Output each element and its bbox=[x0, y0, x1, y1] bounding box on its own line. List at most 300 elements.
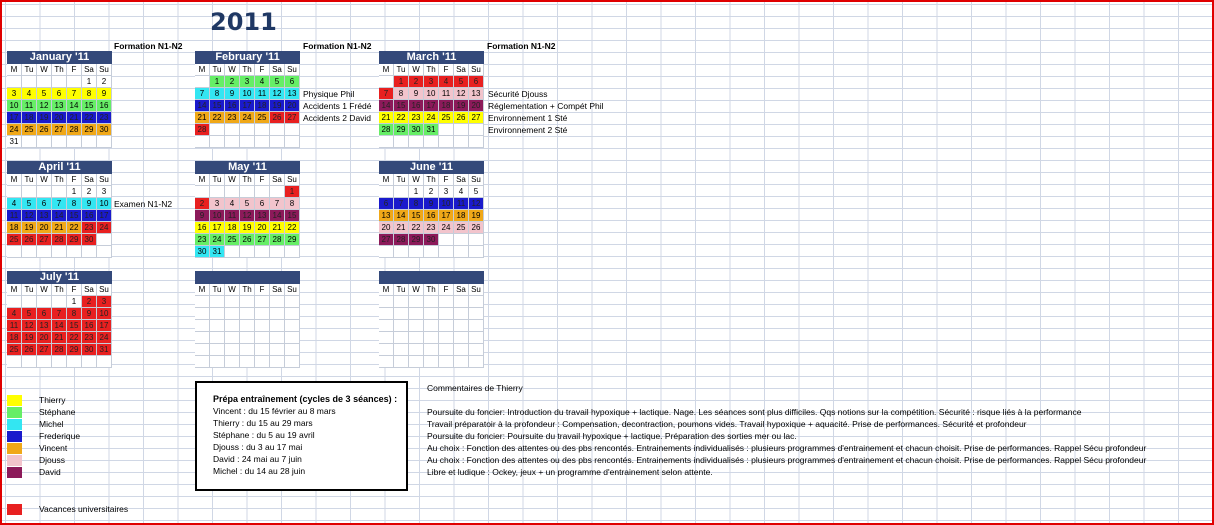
day-cell[interactable]: 26 bbox=[240, 234, 255, 246]
day-cell[interactable] bbox=[409, 344, 424, 356]
day-cell[interactable]: 14 bbox=[270, 210, 285, 222]
day-cell[interactable]: 6 bbox=[37, 198, 52, 210]
day-cell[interactable] bbox=[195, 186, 210, 198]
day-cell[interactable] bbox=[424, 320, 439, 332]
day-cell[interactable] bbox=[469, 308, 484, 320]
day-cell[interactable] bbox=[195, 76, 210, 88]
day-cell[interactable] bbox=[469, 332, 484, 344]
day-cell[interactable] bbox=[379, 344, 394, 356]
day-cell[interactable] bbox=[240, 186, 255, 198]
day-cell[interactable] bbox=[270, 344, 285, 356]
day-cell[interactable]: 6 bbox=[37, 308, 52, 320]
day-cell[interactable]: 5 bbox=[454, 76, 469, 88]
day-cell[interactable]: 8 bbox=[285, 198, 300, 210]
day-cell[interactable]: 28 bbox=[379, 124, 394, 136]
day-cell[interactable]: 11 bbox=[7, 210, 22, 222]
day-cell[interactable] bbox=[22, 136, 37, 148]
day-cell[interactable]: 9 bbox=[424, 198, 439, 210]
day-cell[interactable]: 17 bbox=[240, 100, 255, 112]
day-cell[interactable] bbox=[67, 246, 82, 258]
day-cell[interactable] bbox=[285, 246, 300, 258]
day-cell[interactable] bbox=[454, 124, 469, 136]
day-cell[interactable]: 17 bbox=[97, 210, 112, 222]
day-cell[interactable]: 26 bbox=[469, 222, 484, 234]
day-cell[interactable]: 12 bbox=[469, 198, 484, 210]
day-cell[interactable] bbox=[225, 246, 240, 258]
day-cell[interactable]: 19 bbox=[37, 112, 52, 124]
day-cell[interactable]: 21 bbox=[270, 222, 285, 234]
day-cell[interactable]: 17 bbox=[210, 222, 225, 234]
day-cell[interactable]: 7 bbox=[52, 308, 67, 320]
day-cell[interactable] bbox=[394, 136, 409, 148]
day-cell[interactable]: 30 bbox=[409, 124, 424, 136]
day-cell[interactable] bbox=[270, 246, 285, 258]
day-cell[interactable]: 21 bbox=[379, 112, 394, 124]
day-cell[interactable]: 7 bbox=[195, 88, 210, 100]
day-cell[interactable]: 2 bbox=[82, 186, 97, 198]
day-cell[interactable] bbox=[409, 296, 424, 308]
day-cell[interactable]: 26 bbox=[22, 344, 37, 356]
day-cell[interactable]: 12 bbox=[270, 88, 285, 100]
day-cell[interactable] bbox=[255, 308, 270, 320]
day-cell[interactable]: 3 bbox=[97, 186, 112, 198]
day-cell[interactable] bbox=[469, 296, 484, 308]
day-cell[interactable] bbox=[52, 76, 67, 88]
day-cell[interactable] bbox=[37, 136, 52, 148]
day-cell[interactable]: 21 bbox=[67, 112, 82, 124]
day-cell[interactable] bbox=[240, 136, 255, 148]
day-cell[interactable]: 10 bbox=[439, 198, 454, 210]
day-cell[interactable]: 22 bbox=[67, 222, 82, 234]
day-cell[interactable] bbox=[469, 234, 484, 246]
day-cell[interactable]: 6 bbox=[52, 88, 67, 100]
day-cell[interactable] bbox=[285, 136, 300, 148]
day-cell[interactable]: 23 bbox=[225, 112, 240, 124]
day-cell[interactable] bbox=[240, 246, 255, 258]
day-cell[interactable]: 29 bbox=[394, 124, 409, 136]
day-cell[interactable]: 24 bbox=[439, 222, 454, 234]
day-cell[interactable]: 28 bbox=[195, 124, 210, 136]
day-cell[interactable]: 5 bbox=[270, 76, 285, 88]
day-cell[interactable]: 14 bbox=[379, 100, 394, 112]
day-cell[interactable] bbox=[270, 124, 285, 136]
day-cell[interactable]: 9 bbox=[97, 88, 112, 100]
day-cell[interactable] bbox=[454, 246, 469, 258]
day-cell[interactable] bbox=[67, 356, 82, 368]
day-cell[interactable]: 2 bbox=[97, 76, 112, 88]
day-cell[interactable] bbox=[7, 186, 22, 198]
day-cell[interactable]: 4 bbox=[7, 198, 22, 210]
day-cell[interactable]: 11 bbox=[454, 198, 469, 210]
day-cell[interactable]: 20 bbox=[52, 112, 67, 124]
day-cell[interactable]: 1 bbox=[67, 296, 82, 308]
day-cell[interactable] bbox=[195, 332, 210, 344]
day-cell[interactable]: 4 bbox=[225, 198, 240, 210]
day-cell[interactable] bbox=[210, 320, 225, 332]
day-cell[interactable] bbox=[240, 344, 255, 356]
day-cell[interactable]: 2 bbox=[424, 186, 439, 198]
day-cell[interactable] bbox=[52, 246, 67, 258]
day-cell[interactable] bbox=[52, 296, 67, 308]
day-cell[interactable] bbox=[409, 246, 424, 258]
day-cell[interactable]: 11 bbox=[7, 320, 22, 332]
day-cell[interactable]: 10 bbox=[7, 100, 22, 112]
day-cell[interactable] bbox=[52, 136, 67, 148]
day-cell[interactable] bbox=[285, 320, 300, 332]
day-cell[interactable] bbox=[225, 320, 240, 332]
day-cell[interactable] bbox=[82, 246, 97, 258]
day-cell[interactable] bbox=[270, 296, 285, 308]
day-cell[interactable]: 22 bbox=[409, 222, 424, 234]
day-cell[interactable]: 23 bbox=[424, 222, 439, 234]
day-cell[interactable]: 12 bbox=[240, 210, 255, 222]
day-cell[interactable]: 15 bbox=[409, 210, 424, 222]
day-cell[interactable] bbox=[424, 356, 439, 368]
day-cell[interactable] bbox=[22, 186, 37, 198]
day-cell[interactable] bbox=[394, 296, 409, 308]
day-cell[interactable]: 26 bbox=[454, 112, 469, 124]
day-cell[interactable] bbox=[37, 246, 52, 258]
day-cell[interactable]: 2 bbox=[225, 76, 240, 88]
day-cell[interactable]: 18 bbox=[255, 100, 270, 112]
day-cell[interactable]: 27 bbox=[469, 112, 484, 124]
day-cell[interactable] bbox=[394, 344, 409, 356]
day-cell[interactable] bbox=[379, 296, 394, 308]
day-cell[interactable]: 5 bbox=[469, 186, 484, 198]
day-cell[interactable] bbox=[285, 344, 300, 356]
day-cell[interactable]: 30 bbox=[424, 234, 439, 246]
day-cell[interactable] bbox=[409, 136, 424, 148]
day-cell[interactable]: 9 bbox=[82, 198, 97, 210]
day-cell[interactable]: 16 bbox=[424, 210, 439, 222]
day-cell[interactable]: 15 bbox=[67, 210, 82, 222]
day-cell[interactable] bbox=[97, 246, 112, 258]
day-cell[interactable]: 29 bbox=[285, 234, 300, 246]
day-cell[interactable]: 26 bbox=[270, 112, 285, 124]
day-cell[interactable] bbox=[439, 234, 454, 246]
day-cell[interactable]: 23 bbox=[82, 332, 97, 344]
day-cell[interactable]: 13 bbox=[285, 88, 300, 100]
day-cell[interactable] bbox=[394, 332, 409, 344]
day-cell[interactable]: 24 bbox=[97, 332, 112, 344]
day-cell[interactable]: 29 bbox=[409, 234, 424, 246]
day-cell[interactable]: 23 bbox=[409, 112, 424, 124]
day-cell[interactable] bbox=[240, 356, 255, 368]
day-cell[interactable] bbox=[225, 124, 240, 136]
day-cell[interactable]: 2 bbox=[409, 76, 424, 88]
day-cell[interactable]: 25 bbox=[439, 112, 454, 124]
day-cell[interactable]: 29 bbox=[67, 344, 82, 356]
day-cell[interactable] bbox=[195, 356, 210, 368]
day-cell[interactable]: 6 bbox=[285, 76, 300, 88]
day-cell[interactable] bbox=[469, 136, 484, 148]
day-cell[interactable] bbox=[37, 296, 52, 308]
day-cell[interactable] bbox=[439, 308, 454, 320]
day-cell[interactable] bbox=[225, 136, 240, 148]
day-cell[interactable]: 23 bbox=[195, 234, 210, 246]
day-cell[interactable]: 31 bbox=[424, 124, 439, 136]
day-cell[interactable]: 1 bbox=[394, 76, 409, 88]
day-cell[interactable]: 20 bbox=[469, 100, 484, 112]
day-cell[interactable]: 18 bbox=[225, 222, 240, 234]
day-cell[interactable] bbox=[97, 356, 112, 368]
day-cell[interactable]: 10 bbox=[240, 88, 255, 100]
day-cell[interactable] bbox=[285, 308, 300, 320]
day-cell[interactable]: 19 bbox=[22, 332, 37, 344]
day-cell[interactable] bbox=[22, 356, 37, 368]
day-cell[interactable]: 19 bbox=[240, 222, 255, 234]
day-cell[interactable] bbox=[225, 356, 240, 368]
day-cell[interactable] bbox=[469, 320, 484, 332]
day-cell[interactable]: 24 bbox=[210, 234, 225, 246]
day-cell[interactable]: 2 bbox=[82, 296, 97, 308]
day-cell[interactable] bbox=[270, 332, 285, 344]
day-cell[interactable]: 4 bbox=[454, 186, 469, 198]
day-cell[interactable] bbox=[255, 356, 270, 368]
day-cell[interactable]: 8 bbox=[67, 198, 82, 210]
day-cell[interactable]: 9 bbox=[195, 210, 210, 222]
day-cell[interactable]: 20 bbox=[285, 100, 300, 112]
day-cell[interactable] bbox=[225, 308, 240, 320]
day-cell[interactable]: 23 bbox=[97, 112, 112, 124]
day-cell[interactable] bbox=[394, 308, 409, 320]
day-cell[interactable]: 16 bbox=[97, 100, 112, 112]
day-cell[interactable]: 20 bbox=[37, 222, 52, 234]
day-cell[interactable]: 3 bbox=[97, 296, 112, 308]
day-cell[interactable] bbox=[439, 246, 454, 258]
day-cell[interactable] bbox=[454, 356, 469, 368]
day-cell[interactable]: 9 bbox=[225, 88, 240, 100]
day-cell[interactable] bbox=[255, 332, 270, 344]
day-cell[interactable] bbox=[7, 76, 22, 88]
day-cell[interactable]: 31 bbox=[210, 246, 225, 258]
day-cell[interactable]: 22 bbox=[67, 332, 82, 344]
day-cell[interactable] bbox=[439, 136, 454, 148]
day-cell[interactable]: 5 bbox=[22, 308, 37, 320]
day-cell[interactable] bbox=[255, 246, 270, 258]
day-cell[interactable]: 18 bbox=[439, 100, 454, 112]
day-cell[interactable]: 7 bbox=[52, 198, 67, 210]
day-cell[interactable]: 11 bbox=[225, 210, 240, 222]
day-cell[interactable]: 20 bbox=[37, 332, 52, 344]
day-cell[interactable]: 10 bbox=[424, 88, 439, 100]
day-cell[interactable]: 25 bbox=[255, 112, 270, 124]
day-cell[interactable]: 26 bbox=[22, 234, 37, 246]
day-cell[interactable] bbox=[225, 344, 240, 356]
day-cell[interactable]: 13 bbox=[379, 210, 394, 222]
day-cell[interactable]: 8 bbox=[82, 88, 97, 100]
day-cell[interactable] bbox=[255, 136, 270, 148]
day-cell[interactable] bbox=[394, 186, 409, 198]
day-cell[interactable]: 10 bbox=[97, 308, 112, 320]
day-cell[interactable]: 3 bbox=[240, 76, 255, 88]
day-cell[interactable]: 22 bbox=[210, 112, 225, 124]
day-cell[interactable]: 25 bbox=[225, 234, 240, 246]
day-cell[interactable] bbox=[379, 332, 394, 344]
day-cell[interactable]: 21 bbox=[52, 222, 67, 234]
day-cell[interactable]: 14 bbox=[52, 320, 67, 332]
day-cell[interactable]: 19 bbox=[469, 210, 484, 222]
day-cell[interactable]: 24 bbox=[424, 112, 439, 124]
day-cell[interactable]: 18 bbox=[7, 222, 22, 234]
day-cell[interactable]: 18 bbox=[454, 210, 469, 222]
day-cell[interactable]: 7 bbox=[379, 88, 394, 100]
day-cell[interactable] bbox=[270, 356, 285, 368]
day-cell[interactable]: 11 bbox=[22, 100, 37, 112]
day-cell[interactable] bbox=[240, 296, 255, 308]
day-cell[interactable]: 24 bbox=[97, 222, 112, 234]
day-cell[interactable]: 4 bbox=[22, 88, 37, 100]
day-cell[interactable]: 7 bbox=[67, 88, 82, 100]
day-cell[interactable] bbox=[52, 356, 67, 368]
day-cell[interactable] bbox=[424, 136, 439, 148]
day-cell[interactable] bbox=[225, 332, 240, 344]
day-cell[interactable]: 24 bbox=[7, 124, 22, 136]
day-cell[interactable]: 6 bbox=[469, 76, 484, 88]
day-cell[interactable] bbox=[255, 186, 270, 198]
day-cell[interactable]: 3 bbox=[424, 76, 439, 88]
day-cell[interactable] bbox=[255, 320, 270, 332]
day-cell[interactable] bbox=[394, 320, 409, 332]
day-cell[interactable]: 29 bbox=[67, 234, 82, 246]
day-cell[interactable]: 13 bbox=[52, 100, 67, 112]
day-cell[interactable] bbox=[379, 356, 394, 368]
day-cell[interactable]: 7 bbox=[270, 198, 285, 210]
day-cell[interactable] bbox=[454, 234, 469, 246]
day-cell[interactable] bbox=[454, 320, 469, 332]
day-cell[interactable]: 11 bbox=[255, 88, 270, 100]
day-cell[interactable]: 20 bbox=[379, 222, 394, 234]
day-cell[interactable] bbox=[270, 308, 285, 320]
day-cell[interactable]: 1 bbox=[409, 186, 424, 198]
day-cell[interactable] bbox=[285, 356, 300, 368]
day-cell[interactable] bbox=[439, 320, 454, 332]
day-cell[interactable] bbox=[210, 124, 225, 136]
day-cell[interactable] bbox=[439, 296, 454, 308]
day-cell[interactable]: 27 bbox=[37, 344, 52, 356]
day-cell[interactable] bbox=[195, 308, 210, 320]
day-cell[interactable] bbox=[255, 344, 270, 356]
day-cell[interactable]: 16 bbox=[409, 100, 424, 112]
day-cell[interactable] bbox=[469, 356, 484, 368]
day-cell[interactable]: 3 bbox=[7, 88, 22, 100]
day-cell[interactable] bbox=[97, 136, 112, 148]
day-cell[interactable] bbox=[454, 136, 469, 148]
day-cell[interactable]: 16 bbox=[225, 100, 240, 112]
day-cell[interactable]: 1 bbox=[210, 76, 225, 88]
day-cell[interactable]: 16 bbox=[82, 210, 97, 222]
day-cell[interactable] bbox=[37, 356, 52, 368]
day-cell[interactable]: 25 bbox=[454, 222, 469, 234]
day-cell[interactable] bbox=[424, 296, 439, 308]
day-cell[interactable] bbox=[409, 332, 424, 344]
day-cell[interactable]: 31 bbox=[7, 136, 22, 148]
day-cell[interactable] bbox=[379, 186, 394, 198]
day-cell[interactable] bbox=[22, 296, 37, 308]
day-cell[interactable] bbox=[270, 320, 285, 332]
day-cell[interactable]: 9 bbox=[82, 308, 97, 320]
day-cell[interactable] bbox=[469, 344, 484, 356]
day-cell[interactable]: 5 bbox=[240, 198, 255, 210]
day-cell[interactable]: 1 bbox=[285, 186, 300, 198]
day-cell[interactable]: 21 bbox=[394, 222, 409, 234]
day-cell[interactable]: 19 bbox=[22, 222, 37, 234]
day-cell[interactable]: 30 bbox=[97, 124, 112, 136]
day-cell[interactable]: 25 bbox=[22, 124, 37, 136]
day-cell[interactable] bbox=[82, 136, 97, 148]
day-cell[interactable]: 15 bbox=[82, 100, 97, 112]
day-cell[interactable] bbox=[240, 124, 255, 136]
day-cell[interactable] bbox=[225, 296, 240, 308]
day-cell[interactable] bbox=[210, 356, 225, 368]
day-cell[interactable]: 28 bbox=[52, 234, 67, 246]
day-cell[interactable]: 15 bbox=[67, 320, 82, 332]
day-cell[interactable]: 16 bbox=[195, 222, 210, 234]
day-cell[interactable]: 27 bbox=[255, 234, 270, 246]
day-cell[interactable] bbox=[270, 186, 285, 198]
day-cell[interactable]: 15 bbox=[394, 100, 409, 112]
day-cell[interactable] bbox=[22, 246, 37, 258]
day-cell[interactable] bbox=[394, 356, 409, 368]
day-cell[interactable] bbox=[424, 332, 439, 344]
day-cell[interactable]: 28 bbox=[394, 234, 409, 246]
day-cell[interactable]: 8 bbox=[210, 88, 225, 100]
day-cell[interactable] bbox=[255, 296, 270, 308]
day-cell[interactable]: 24 bbox=[240, 112, 255, 124]
day-cell[interactable] bbox=[285, 124, 300, 136]
day-cell[interactable] bbox=[285, 332, 300, 344]
day-cell[interactable] bbox=[285, 296, 300, 308]
day-cell[interactable]: 27 bbox=[37, 234, 52, 246]
day-cell[interactable] bbox=[7, 356, 22, 368]
day-cell[interactable]: 15 bbox=[210, 100, 225, 112]
day-cell[interactable]: 18 bbox=[7, 332, 22, 344]
day-cell[interactable]: 29 bbox=[82, 124, 97, 136]
day-cell[interactable]: 4 bbox=[7, 308, 22, 320]
day-cell[interactable] bbox=[379, 76, 394, 88]
day-cell[interactable] bbox=[439, 332, 454, 344]
day-cell[interactable] bbox=[225, 186, 240, 198]
day-cell[interactable] bbox=[240, 332, 255, 344]
day-cell[interactable] bbox=[7, 246, 22, 258]
day-cell[interactable] bbox=[469, 246, 484, 258]
day-cell[interactable]: 25 bbox=[7, 344, 22, 356]
day-cell[interactable]: 13 bbox=[37, 320, 52, 332]
day-cell[interactable]: 22 bbox=[82, 112, 97, 124]
day-cell[interactable]: 28 bbox=[67, 124, 82, 136]
day-cell[interactable]: 8 bbox=[394, 88, 409, 100]
day-cell[interactable]: 28 bbox=[270, 234, 285, 246]
day-cell[interactable]: 31 bbox=[97, 344, 112, 356]
day-cell[interactable]: 17 bbox=[97, 320, 112, 332]
day-cell[interactable]: 27 bbox=[285, 112, 300, 124]
day-cell[interactable] bbox=[7, 296, 22, 308]
day-cell[interactable]: 28 bbox=[52, 344, 67, 356]
day-cell[interactable] bbox=[240, 308, 255, 320]
day-cell[interactable]: 8 bbox=[67, 308, 82, 320]
day-cell[interactable]: 30 bbox=[195, 246, 210, 258]
day-cell[interactable] bbox=[255, 124, 270, 136]
day-cell[interactable]: 14 bbox=[394, 210, 409, 222]
day-cell[interactable] bbox=[424, 246, 439, 258]
day-cell[interactable]: 17 bbox=[424, 100, 439, 112]
day-cell[interactable] bbox=[22, 76, 37, 88]
day-cell[interactable] bbox=[270, 136, 285, 148]
day-cell[interactable] bbox=[409, 356, 424, 368]
day-cell[interactable] bbox=[195, 136, 210, 148]
day-cell[interactable] bbox=[210, 186, 225, 198]
day-cell[interactable]: 2 bbox=[195, 198, 210, 210]
